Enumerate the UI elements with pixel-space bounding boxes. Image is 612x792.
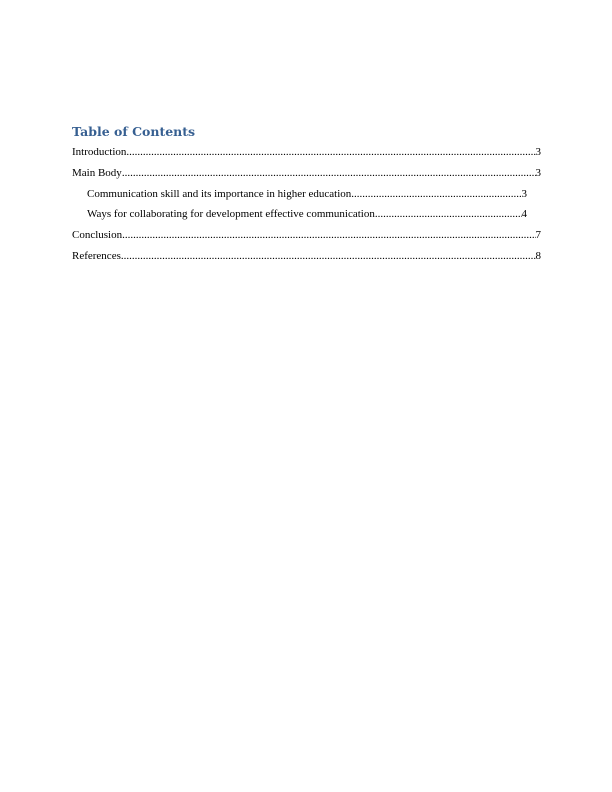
dot-leader bbox=[122, 228, 535, 242]
toc-page-number: 4 bbox=[521, 208, 527, 220]
toc-page-number: 3 bbox=[535, 167, 541, 179]
toc-page-number: 3 bbox=[535, 146, 541, 158]
toc-entry-label: Conclusion bbox=[72, 229, 123, 241]
toc-entry-label: Communication skill and its importance in higher education bbox=[87, 188, 352, 200]
toc-heading: Table of Contents bbox=[72, 124, 196, 139]
toc-page-number: 8 bbox=[535, 250, 541, 262]
toc-entry-communication-skill[interactable] bbox=[87, 187, 527, 201]
dot-leader bbox=[375, 207, 522, 221]
toc-entry-label: References bbox=[72, 250, 121, 262]
toc-entry-main-body[interactable] bbox=[72, 166, 541, 180]
toc-entry-label: Introduction bbox=[72, 146, 127, 158]
toc-entry-references[interactable] bbox=[72, 249, 541, 263]
toc-page-number: 7 bbox=[535, 229, 541, 241]
dot-leader bbox=[351, 187, 521, 201]
toc-page-number: 3 bbox=[521, 188, 527, 200]
toc-entry-label: Ways for collaborating for development effective communication bbox=[87, 208, 375, 220]
dot-leader bbox=[122, 166, 536, 180]
toc-entry-conclusion[interactable] bbox=[72, 228, 541, 242]
toc-entry-label: Main Body bbox=[72, 167, 122, 179]
toc-entry-introduction[interactable] bbox=[72, 145, 541, 159]
dot-leader bbox=[126, 145, 535, 159]
dot-leader bbox=[121, 249, 536, 263]
toc-entry-ways-collaborating[interactable] bbox=[87, 207, 527, 221]
